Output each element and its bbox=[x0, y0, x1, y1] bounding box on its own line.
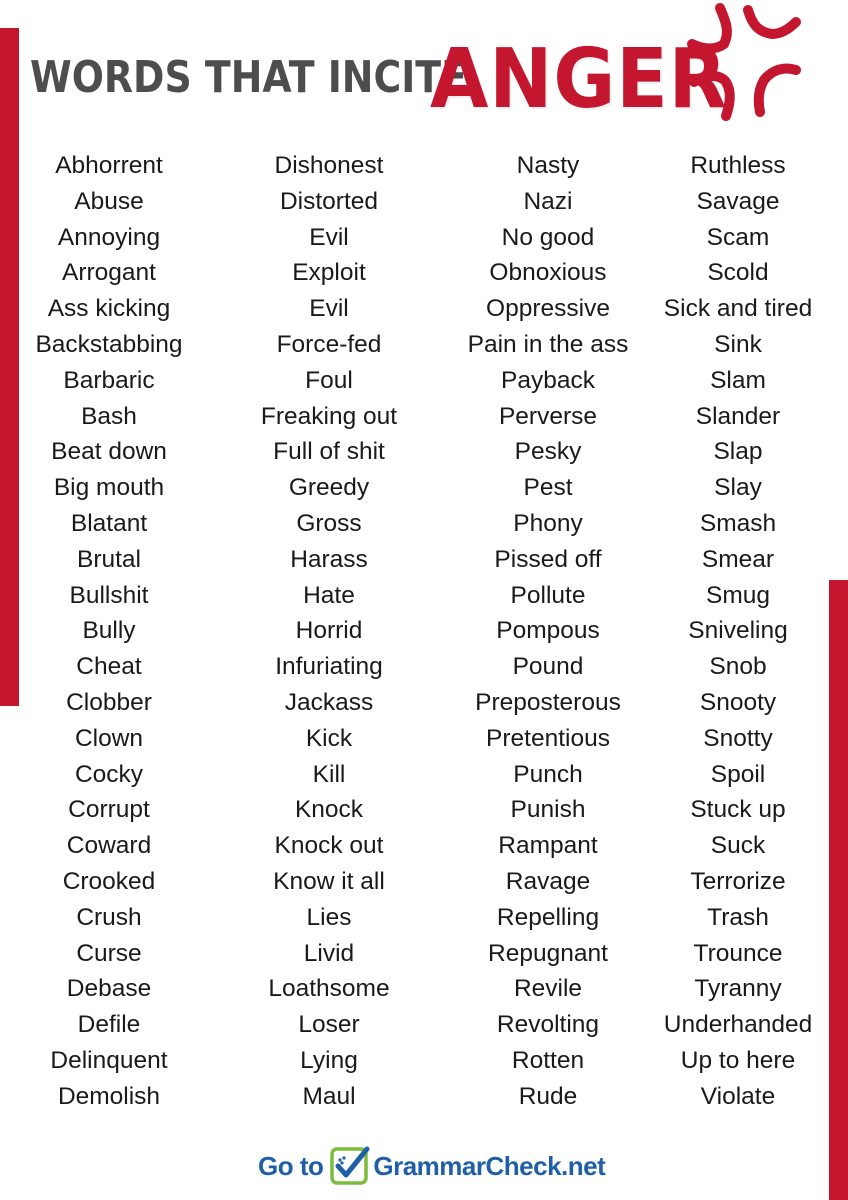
word-item: Slay bbox=[714, 474, 762, 502]
word-item: Trash bbox=[707, 903, 769, 931]
word-item: Distorted bbox=[279, 187, 379, 215]
word-item: Big mouth bbox=[53, 474, 165, 502]
word-item: Knock bbox=[294, 796, 364, 824]
word-item: Maul bbox=[302, 1082, 356, 1110]
word-item: Pompous bbox=[496, 617, 600, 645]
word-item: Rude bbox=[518, 1082, 578, 1110]
word-item: Stuck up bbox=[690, 796, 786, 824]
word-item: Pest bbox=[523, 474, 573, 502]
word-item: Hate bbox=[303, 581, 355, 609]
word-item: Abhorrent bbox=[55, 152, 163, 179]
word-item: Jackass bbox=[284, 688, 374, 716]
word-item: Barbaric bbox=[63, 366, 155, 394]
anger-vein-icon bbox=[680, 0, 805, 125]
word-item: Trounce bbox=[693, 939, 783, 967]
word-column-1 bbox=[0, 148, 219, 1115]
word-item: Annoying bbox=[57, 223, 161, 251]
word-item: Snob bbox=[709, 653, 767, 681]
word-item: Violate bbox=[700, 1082, 776, 1110]
word-item: Defile bbox=[77, 1011, 141, 1039]
word-item: Rotten bbox=[511, 1046, 585, 1074]
word-item: Smug bbox=[705, 581, 770, 609]
word-item: Livid bbox=[303, 939, 355, 967]
word-item: Force-fed bbox=[276, 330, 382, 358]
word-item: Phony bbox=[513, 509, 583, 537]
word-item: Smear bbox=[701, 545, 775, 573]
word-item: Exploit bbox=[292, 259, 366, 287]
word-item: Full of shit bbox=[273, 438, 385, 466]
word-item: Blatant bbox=[70, 509, 148, 537]
word-item: Sick and tired bbox=[663, 295, 813, 323]
word-item: Pissed off bbox=[494, 545, 602, 573]
page-title-emphasis: ANGER bbox=[430, 32, 728, 127]
word-item: Ruthless bbox=[690, 152, 786, 179]
word-item: Scold bbox=[707, 259, 769, 287]
word-item: Backstabbing bbox=[35, 330, 183, 358]
word-item: Revolting bbox=[496, 1011, 600, 1039]
word-item: Corrupt bbox=[68, 796, 150, 824]
word-item: Harass bbox=[290, 545, 368, 573]
word-item: Clobber bbox=[66, 688, 152, 716]
word-item: Slam bbox=[710, 366, 766, 394]
word-item: Revile bbox=[513, 975, 583, 1003]
word-item: Abuse bbox=[74, 187, 144, 215]
word-item: Pesky bbox=[514, 438, 582, 466]
word-item: Smash bbox=[699, 509, 777, 537]
word-item: Repugnant bbox=[488, 939, 608, 967]
word-item: Pain in the ass bbox=[467, 330, 629, 358]
word-item: Preposterous bbox=[475, 688, 621, 716]
footer-brand-grammar: Grammar bbox=[373, 1150, 486, 1181]
word-item: Nazi bbox=[523, 187, 573, 215]
word-item: Bully bbox=[82, 617, 136, 645]
footer-prefix: Go to bbox=[258, 1150, 324, 1181]
word-item: Evil bbox=[309, 223, 349, 251]
word-column-3 bbox=[438, 148, 658, 1115]
word-item: Crooked bbox=[62, 867, 156, 895]
word-item: Payback bbox=[501, 366, 595, 394]
word-item: Nasty bbox=[516, 152, 580, 179]
word-item: Sink bbox=[714, 330, 762, 358]
word-item: Suck bbox=[710, 832, 766, 860]
word-item: Lying bbox=[300, 1046, 358, 1074]
word-item: Obnoxious bbox=[489, 259, 607, 287]
word-item: Debase bbox=[66, 975, 152, 1003]
word-item: Repelling bbox=[496, 903, 600, 931]
checkmark-box-icon bbox=[329, 1144, 371, 1188]
word-item: Knock out bbox=[274, 832, 384, 860]
word-item: Curse bbox=[76, 939, 142, 967]
word-item: Lies bbox=[306, 903, 352, 931]
word-item: Cocky bbox=[74, 760, 144, 788]
word-item: Ass kicking bbox=[47, 295, 171, 323]
word-item: Up to here bbox=[680, 1046, 796, 1074]
word-item: Horrid bbox=[295, 617, 363, 645]
word-item: Punch bbox=[513, 760, 583, 788]
word-item: Greedy bbox=[288, 474, 370, 502]
word-item: Savage bbox=[696, 187, 780, 215]
word-item: Perverse bbox=[498, 402, 598, 430]
word-item: Scam bbox=[706, 223, 770, 251]
word-item: Kill bbox=[312, 760, 346, 788]
word-item: Loser bbox=[298, 1011, 360, 1039]
word-item: Brutal bbox=[76, 545, 141, 573]
word-item: Freaking out bbox=[260, 402, 398, 430]
footer-brand-tld: .net bbox=[561, 1150, 606, 1181]
word-item: Underhanded bbox=[663, 1011, 813, 1039]
word-columns bbox=[0, 148, 848, 1118]
word-item: Bullshit bbox=[69, 581, 149, 609]
word-column-2 bbox=[219, 148, 439, 1115]
page-title: WORDS THAT INCITE bbox=[30, 52, 467, 103]
word-item: Gross bbox=[296, 509, 362, 537]
word-item: Delinquent bbox=[50, 1046, 168, 1074]
word-column-4 bbox=[628, 148, 848, 1115]
word-item: Snotty bbox=[703, 724, 773, 752]
word-item: Pretentious bbox=[486, 724, 610, 752]
footer-brand-check: Check bbox=[485, 1150, 562, 1181]
word-item: Slander bbox=[695, 402, 781, 430]
word-item: Know it all bbox=[273, 867, 385, 895]
word-item: Demolish bbox=[57, 1082, 161, 1110]
word-item: Tyranny bbox=[694, 975, 782, 1003]
word-item: Loathsome bbox=[268, 975, 390, 1003]
word-item: Slap bbox=[713, 438, 763, 466]
word-item: Punish bbox=[510, 796, 586, 824]
word-item: Pollute bbox=[510, 581, 586, 609]
word-item: Sniveling bbox=[688, 617, 788, 645]
word-item: Ravage bbox=[505, 867, 591, 895]
word-item: Foul bbox=[305, 366, 353, 394]
word-item: Crush bbox=[76, 903, 142, 931]
word-item: Terrorize bbox=[690, 867, 786, 895]
word-item: Rampant bbox=[498, 832, 598, 860]
word-item: Pound bbox=[512, 653, 584, 681]
word-item: Spoil bbox=[710, 760, 766, 788]
footer-brand[interactable] bbox=[258, 1138, 605, 1194]
word-item: No good bbox=[501, 223, 595, 251]
word-item: Dishonest bbox=[274, 152, 384, 179]
word-item: Arrogant bbox=[62, 259, 156, 287]
word-item: Kick bbox=[305, 724, 353, 752]
word-item: Clown bbox=[74, 724, 144, 752]
word-item: Evil bbox=[309, 295, 349, 323]
word-item: Cheat bbox=[76, 653, 142, 681]
word-item: Infuriating bbox=[275, 653, 383, 681]
word-item: Coward bbox=[66, 832, 152, 860]
word-item: Bash bbox=[81, 402, 137, 430]
word-item: Oppressive bbox=[486, 295, 610, 323]
word-item: Snooty bbox=[699, 688, 777, 716]
word-item: Beat down bbox=[51, 438, 167, 466]
